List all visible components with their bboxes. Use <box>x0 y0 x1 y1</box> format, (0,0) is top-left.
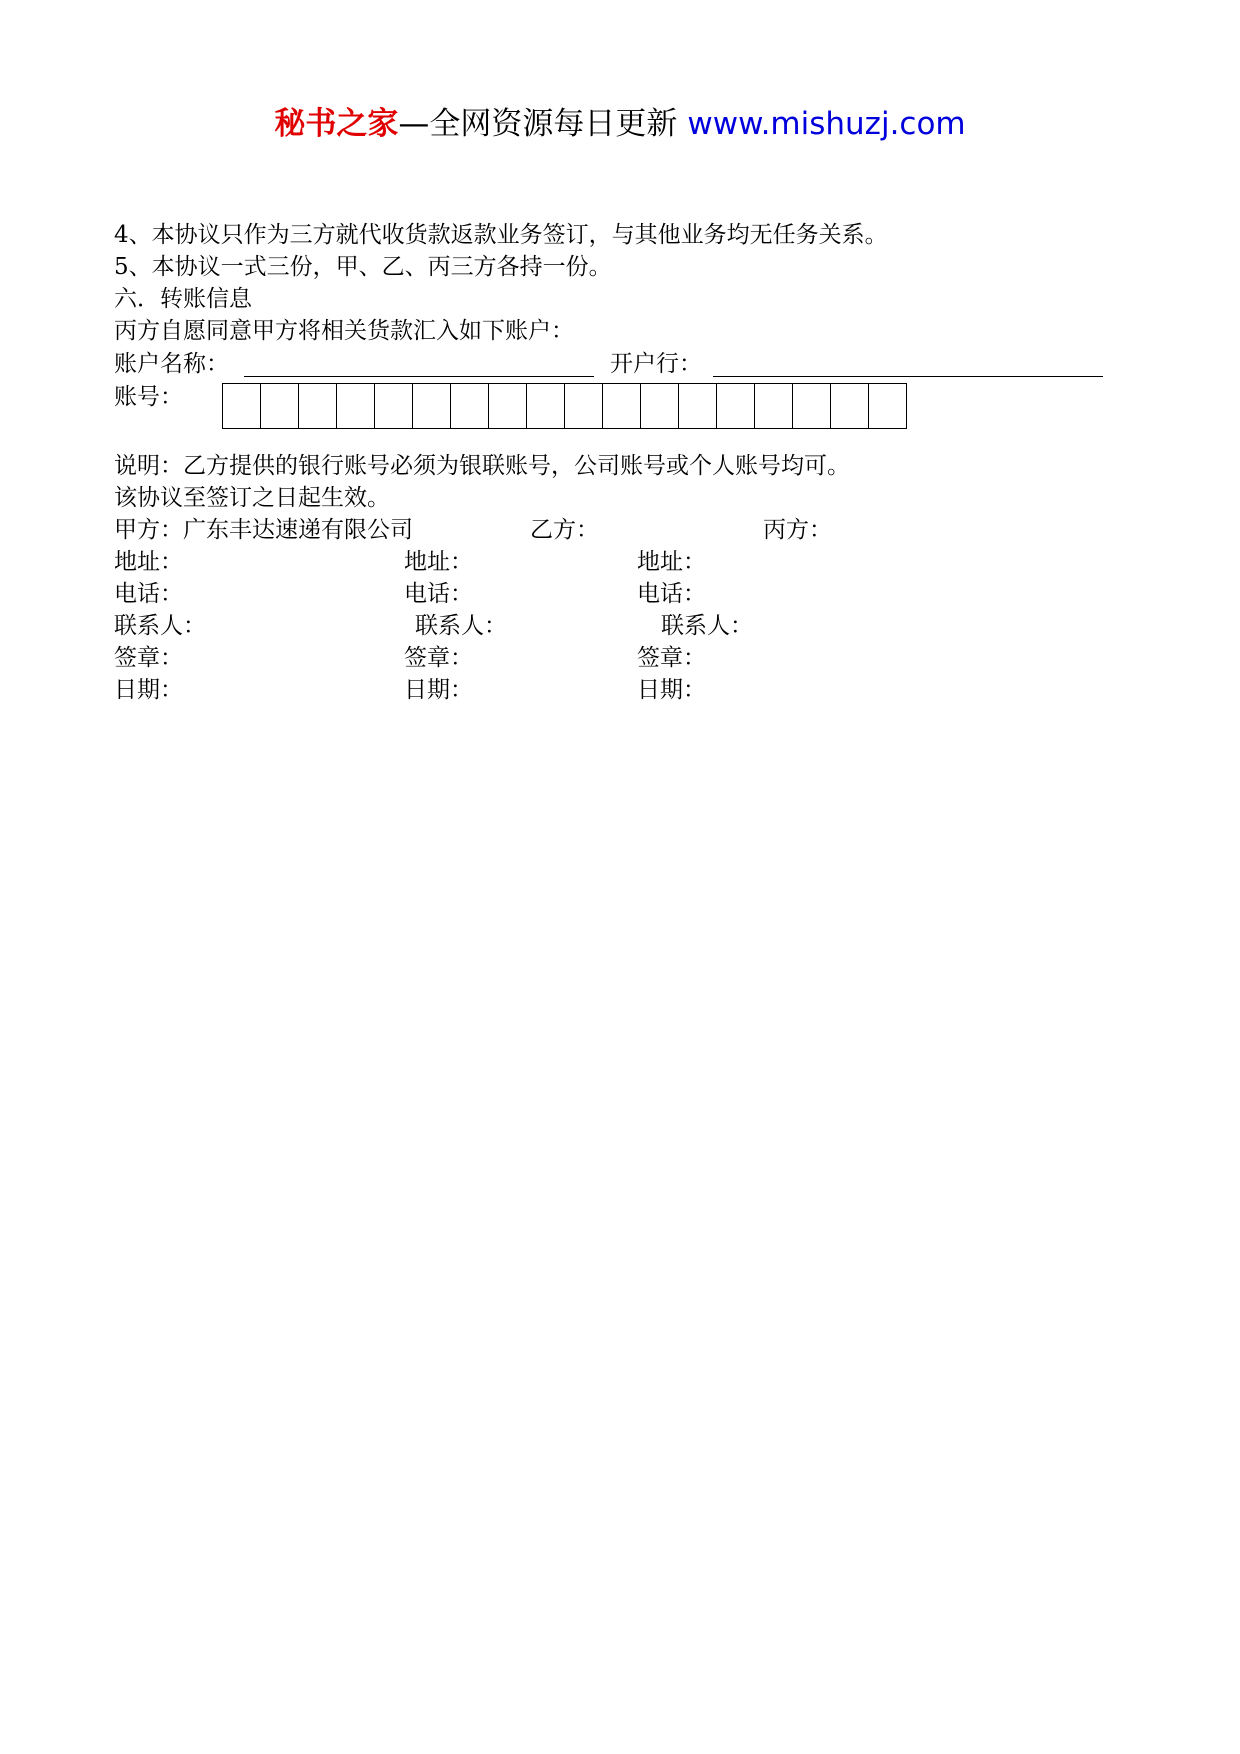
section-title-transfer: 六．转账信息 <box>114 286 252 312</box>
transfer-intro: 丙方自愿同意甲方将相关货款汇入如下账户： <box>114 318 574 344</box>
account-number-label: 账号： <box>114 384 183 410</box>
account-digit-box[interactable] <box>261 383 299 429</box>
party-a-contact-label: 联系人： <box>114 613 206 639</box>
clause-4: 4、本协议只作为三方就代收货款返款业务签订，与其他业务均无任务关系。 <box>114 222 888 248</box>
account-digit-box[interactable] <box>679 383 717 429</box>
party-b-phone-label: 电话： <box>404 581 473 607</box>
bank-label: 开户行： <box>610 351 702 377</box>
party-a-signature-label: 签章： <box>114 645 183 671</box>
account-digit-box[interactable] <box>489 383 527 429</box>
account-digit-box[interactable] <box>223 383 261 429</box>
account-note: 说明：乙方提供的银行账号必须为银联账号，公司账号或个人账号均可。 <box>114 453 850 479</box>
party-b-address-label: 地址： <box>404 549 473 575</box>
account-digit-box[interactable] <box>299 383 337 429</box>
party-c-signature-label: 签章： <box>637 645 706 671</box>
account-digit-box[interactable] <box>717 383 755 429</box>
party-a: 甲方：广东丰达速递有限公司 <box>114 517 413 543</box>
party-a-address-label: 地址： <box>114 549 183 575</box>
account-digit-box[interactable] <box>413 383 451 429</box>
account-digit-box[interactable] <box>451 383 489 429</box>
party-b-contact-label: 联系人： <box>415 613 507 639</box>
account-digit-box[interactable] <box>375 383 413 429</box>
account-name-blank[interactable] <box>244 376 594 377</box>
party-c-contact-label: 联系人： <box>661 613 753 639</box>
party-c-phone-label: 电话： <box>637 581 706 607</box>
effective-statement: 该协议至签订之日起生效。 <box>114 485 390 511</box>
account-digit-box[interactable] <box>565 383 603 429</box>
header-tagline: —全网资源每日更新 <box>398 106 678 142</box>
account-digit-box[interactable] <box>603 383 641 429</box>
party-c-address-label: 地址： <box>637 549 706 575</box>
account-digit-box[interactable] <box>793 383 831 429</box>
account-digit-box[interactable] <box>337 383 375 429</box>
party-b-signature-label: 签章： <box>404 645 473 671</box>
brand-name: 秘书之家 <box>274 106 399 142</box>
account-digit-box[interactable] <box>641 383 679 429</box>
site-url-link[interactable]: www.mishuzj.com <box>687 106 966 142</box>
account-number-boxes <box>222 383 907 429</box>
party-c: 丙方： <box>763 517 832 543</box>
account-digit-box[interactable] <box>869 383 907 429</box>
account-name-label: 账户名称： <box>114 351 229 377</box>
party-c-date-label: 日期： <box>637 677 706 703</box>
account-digit-box[interactable] <box>527 383 565 429</box>
party-a-date-label: 日期： <box>114 677 183 703</box>
account-digit-box[interactable] <box>831 383 869 429</box>
party-b-date-label: 日期： <box>404 677 473 703</box>
site-header <box>0 100 1240 148</box>
clause-5: 5、本协议一式三份，甲、乙、丙三方各持一份。 <box>114 254 612 280</box>
party-b: 乙方： <box>530 517 599 543</box>
account-digit-box[interactable] <box>755 383 793 429</box>
bank-blank[interactable] <box>713 376 1103 377</box>
party-a-phone-label: 电话： <box>114 581 183 607</box>
